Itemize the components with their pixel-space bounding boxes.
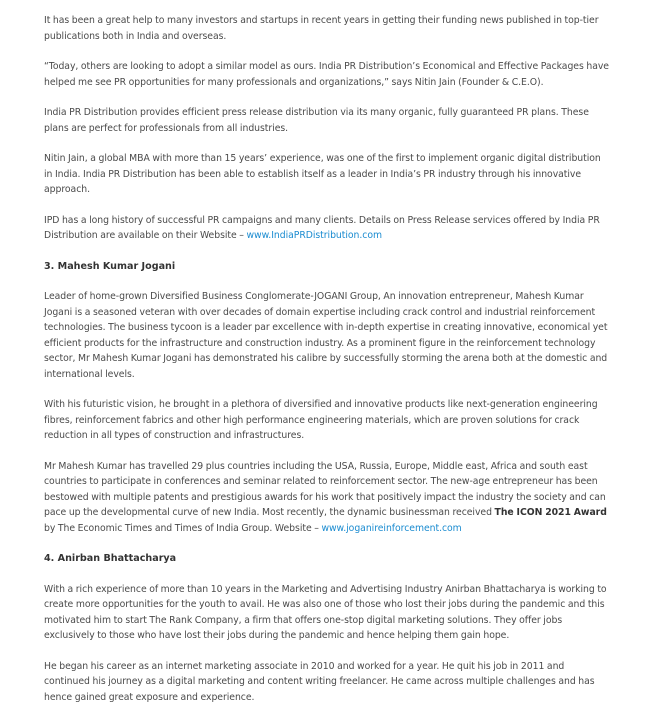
paragraph-ipd-help: It has been a great help to many investors and startups in recent years in getting their funding news published in top-tier publications both in India and overseas.: [44, 15, 599, 42]
ipd-website-link[interactable]: www.IndiaPRDistribution.com: [246, 230, 382, 241]
icon-award-text: The ICON 2021 Award: [494, 507, 607, 518]
jogani-website-link[interactable]: www.joganireinforcement.com: [321, 522, 462, 534]
paragraph-jogani-vision: With his futuristic vision, he brought in a plethora of diversified and innovative products like next-generation engineering fibres, reinforcement fabrics and other high performance engineering materials, which are proven solutions for crack reduction in all types of construction and infrastructures.: [44, 399, 598, 441]
paragraph-ipd-website: [44, 213, 610, 244]
paragraph-ipd-website-text: IPD has a long history of successful PR campaigns and many clients. Details on Press Release services offered by India PR Distribution are available on their Website –: [44, 214, 600, 241]
paragraph-jogani-travel-text: Mr Mahesh Kumar has travelled 29 plus countries including the USA, Russia, Europe, Middle east, Africa and south east countries to participate in conferences and seminar related to reinforcement sector. The new-age entrepreneur has been bestowed with multiple patents and prestigious awards for his work that positively impact the industry the society and can pace up the developmental curve of new India. Most recently, the dynamic businessman received: [44, 460, 606, 518]
heading-mahesh-kumar-jogani: 3. Mahesh Kumar Jogani: [44, 260, 176, 272]
paragraph-anirban-intro: With a rich experience of more than 10 years in the Marketing and Advertising Industry Anirban Bhattacharya is working to create more opportunities for the youth to avail. He was also one of those who lost their jobs during the pandemic and this motivated him to start The Rank Company, a firm that offers one-stop digital marketing solutions. They offer jobs exclusively to those who have lost their jobs during the pandemic and hence helping them gain hope.: [44, 583, 607, 641]
paragraph-jogani-intro: Leader of home-grown Diversified Business Conglomerate-JOGANI Group, An innovation entrepreneur, Mahesh Kumar Jogani is a seasoned veteran with over decades of domain expertise including crack control and industrial reinforcement technologies. The business tycoon is a leader par excellence with in-depth expertise in creating innovative, economical yet efficient products for the infrastructure and construction industry. As a prominent figure in the reinforcement technology sector, Mr Mahesh Kumar Jogani has demonstrated his calibre by successfully storming the arena both at the domestic and international levels.: [44, 291, 608, 380]
heading-anirban-bhattacharya: 4. Anirban Bhattacharya: [44, 553, 177, 564]
paragraph-anirban-career: He began his career as an internet marketing associate in 2010 and worked for a year. He quit his job in 2011 and continued his journey as a digital marketing and content writing freelancer. He came across multiple challenges and has hence gained great exposure and experience.: [44, 660, 595, 703]
paragraph-jogani-travel-text2: by The Economic Times and Times of India Group. Website –: [44, 522, 322, 534]
paragraph-ipd-plans: India PR Distribution provides efficient press release distribution via its many organic, fully guaranteed PR plans. These plans are perfect for professionals from all industries.: [44, 107, 589, 134]
paragraph-nitin-quote: “Today, others are looking to adopt a similar model as ours. India PR Distribution’s Economical and Effective Packages have helped me see PR opportunities for many professionals and organizations,” says Nitin Jain (Founder & C.E.O).: [44, 61, 609, 88]
article-body: [44, 13, 610, 720]
paragraph-jogani-travel: [44, 459, 610, 537]
paragraph-nitin-bio: Nitin Jain, a global MBA with more than 15 years’ experience, was one of the first to implement organic digital distribution in India. India PR Distribution has been able to establish itself as a leader in India’s PR industry through his innovative approach.: [44, 153, 601, 195]
